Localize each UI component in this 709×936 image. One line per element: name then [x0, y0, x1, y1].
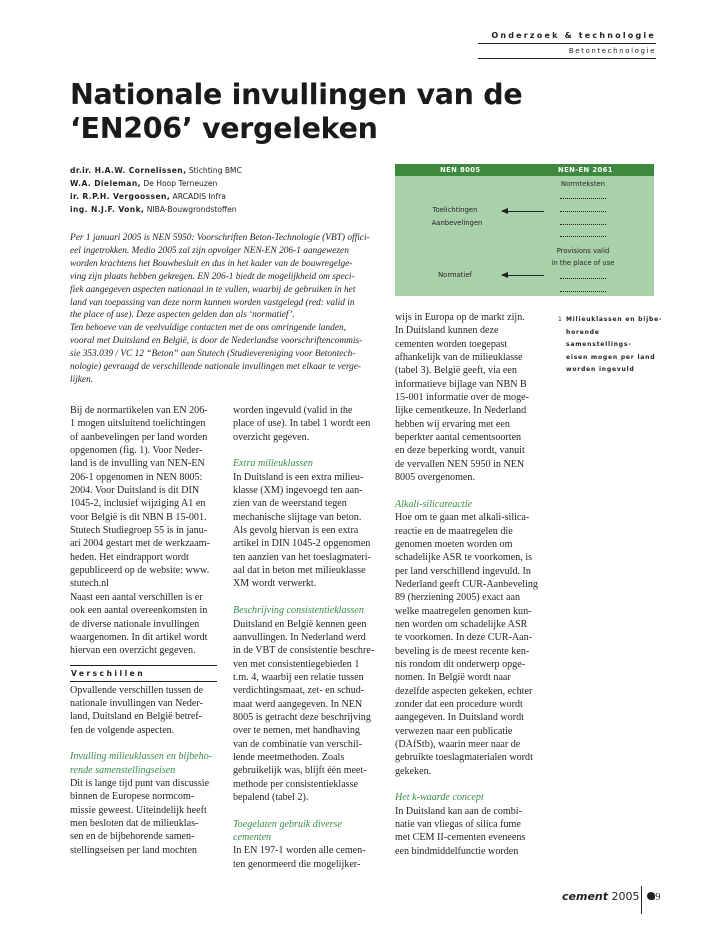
magazine-year: 2005	[611, 890, 640, 903]
text-line: nen worden om schadelijke ASR	[395, 618, 528, 630]
text-line: bepalend (tabel 2).	[233, 791, 309, 803]
text-line: methode per consistentieklasse	[233, 778, 359, 790]
text-line: 2004. Voor Duitsland is dit DIN	[70, 485, 200, 497]
running-header	[478, 31, 656, 59]
figure-normatief: Normatief	[438, 271, 472, 279]
intro-line: eel ingetrokken. Medio 2005 zal zijn opvolger NEN-EN 206-1 aangewezen	[70, 245, 349, 256]
paragraph	[233, 844, 381, 871]
intro-line: land van toepassing van deze norm kunnen worden vastgelegd (red: valid in	[70, 297, 355, 308]
text-line: per land verschillend ingevuld. In	[395, 565, 531, 577]
title-line-1: Nationale invullingen van de	[70, 78, 523, 111]
intro-line: nologie) gevraagd de verschillende nationale invullingen met elkaar te verge-	[70, 362, 362, 373]
text-line: afhankelijk van de milieuklasse	[395, 352, 523, 364]
paragraph	[70, 777, 217, 857]
text-line: lende meetmethoden. Zoals	[233, 751, 345, 763]
text-line: heden. Het eindrapport wordt	[70, 551, 189, 563]
subheading: Alkali-silicareactie	[395, 498, 472, 510]
text-line: worden ingevuld (valid in the	[233, 405, 353, 416]
text-line: de vervallen NEN 5950 in NEN	[395, 458, 525, 470]
article-intro	[70, 232, 380, 387]
text-line: missie geweest. Uiteindelijk heeft	[70, 804, 207, 816]
article-title	[70, 78, 550, 146]
text-line: lijke cementkeuze. In Nederland	[395, 405, 527, 417]
author-org: De Hoop Terneuzen	[143, 179, 218, 188]
text-line: stutech.nl	[70, 578, 109, 590]
text-line: stellingseisen per land mochten	[70, 844, 197, 856]
page-number-wrap	[646, 890, 661, 905]
subheading: Beschrijving consistentieklassen	[233, 605, 364, 617]
magazine-name: cement	[562, 890, 608, 903]
caption-line: eisen mogen per land	[566, 353, 656, 361]
text-line: rende samenstellingseisen	[70, 764, 176, 776]
text-line: (DAfStb), waarin meer naar de	[395, 739, 521, 750]
caption-line: worden ingevuld	[566, 366, 635, 373]
text-line: verwezen naar een publicatie	[395, 725, 513, 737]
intro-line: lijken.	[70, 374, 94, 385]
section-label: Onderzoek & technologie	[478, 31, 656, 44]
subheading	[70, 750, 217, 777]
author-name: W.A. Dieleman,	[70, 179, 141, 188]
text-line: ook een aantal overeenkomsten in	[70, 605, 208, 617]
figure-caption	[558, 314, 668, 377]
intro-line: ving zijn plaats hebben gekregen. EN 206-1 biedt de mogelijkheid om speci-	[70, 271, 355, 282]
text-line: 8005 overgenomen.	[395, 472, 475, 484]
subheading: Extra milieuklassen	[233, 458, 313, 470]
text-line: gekeken.	[395, 765, 432, 777]
text-line: in de VBT de consistentie beschre-	[233, 645, 375, 657]
paragraph	[395, 805, 541, 858]
text-line: maat werd aangegeven. In NEN	[233, 698, 363, 710]
text-line: mechanische slijtage van beton.	[233, 511, 362, 523]
caption-text	[558, 314, 668, 377]
text-line: 15-001 informatie over de moge-	[395, 392, 529, 404]
text-line: Dit is lange tijd punt van discussie	[70, 777, 210, 789]
text-line: met CEM II-cementen eveneens	[395, 832, 526, 844]
text-line: ari 2004 gestart met de werkzaam-	[70, 538, 210, 550]
text-line: klasse (XM) ingevoegd ten aan-	[233, 485, 363, 497]
text-line: aanvullingen. In Nederland werd	[233, 631, 366, 643]
figure-dotline	[560, 211, 606, 212]
figure-col-nen-en: NEN-EN 2061	[558, 166, 613, 174]
text-line: de diverse nationale invullingen	[70, 618, 200, 630]
text-line: ten aanzien van het toeslagmateri-	[233, 551, 371, 563]
text-line: place of use). In tabel 1 wordt een	[233, 418, 371, 430]
figure-dotline	[560, 236, 606, 237]
text-line: t.m. 4, waarbij een relatie tussen	[233, 671, 364, 683]
text-line: sen en de bijbehorende samen-	[70, 831, 195, 843]
intro-line: Per 1 januari 2005 is NEN 5950: Voorschriften Beton-Technologie (VBT) offici-	[70, 233, 370, 243]
text-line: land, Duitsland en België betref-	[70, 711, 203, 723]
text-line: natie van vliegas of silica fume	[395, 819, 521, 831]
subsection-label: Betontechnologie	[478, 44, 656, 59]
text-line: genomen moeten worden om	[395, 538, 513, 550]
text-line: Bij de normartikelen van EN 206-	[70, 405, 208, 416]
author-item	[70, 190, 390, 203]
paragraph	[233, 404, 381, 444]
text-line: In EN 197-1 worden alle cemen-	[233, 845, 366, 857]
text-line: te voorkomen. In deze CUR-Aan-	[395, 632, 533, 644]
caption-line: horende samenstellings-	[566, 328, 632, 348]
paragraph	[395, 511, 541, 778]
text-line: nis rondom dit onderwerp opge-	[395, 658, 526, 670]
author-org: ARCADIS Infra	[172, 192, 226, 201]
text-line: van de combinatie van verschil-	[233, 738, 362, 750]
text-line: reactie en de maatregelen die	[395, 525, 513, 537]
text-line: of aanbevelingen per land worden	[70, 431, 208, 443]
subheading: Toegelaten gebruik diverse cementen	[233, 818, 342, 843]
text-line: 1 mogen uitsluitend toelichtingen	[70, 418, 206, 430]
paragraph	[70, 684, 217, 737]
author-name: dr.ir. H.A.W. Cornelissen,	[70, 166, 187, 175]
text-line: overzicht gegeven.	[233, 431, 310, 443]
text-line: over te nemen, met handhaving	[233, 725, 360, 737]
intro-line: worden krachtens het Bouwbesluit en dus in het kader van de bouwregelge-	[70, 258, 353, 269]
caption-line: Milieuklassen en bijbe-	[566, 316, 663, 323]
paragraph	[233, 471, 381, 591]
text-line: fen de volgende aspecten.	[70, 724, 175, 736]
text-line: Als gevolg hiervan is een extra	[233, 525, 359, 537]
text-line: (tabel 3). België geeft, via een	[395, 365, 517, 377]
text-line: Nederland geeft CUR-Aanbeveling	[395, 578, 538, 590]
intro-line: Ten behoeve van de veelvuldige contacten met de ons omringende landen,	[70, 323, 346, 334]
text-line: Duitsland en België kennen geen	[233, 618, 367, 630]
text-line: land is de invulling van NEN-EN	[70, 458, 205, 470]
text-line: cementen worden toegepast	[395, 338, 508, 350]
text-line: gepubliceerd op de website: www.	[70, 565, 210, 577]
author-item	[70, 203, 390, 216]
intro-line: sie 353.039 / VC 12 “Beton” aan Stutech (Studievereniging voor Betontech-	[70, 349, 356, 360]
caption-number: 1	[558, 316, 563, 323]
text-line: ven met consistentiegebieden 1	[233, 658, 360, 670]
text-line: In Duitsland is een extra milieu-	[233, 471, 364, 483]
author-item	[70, 177, 390, 190]
footer-divider	[641, 886, 642, 914]
body-column-2	[233, 404, 381, 871]
figure-dotline	[560, 278, 606, 279]
figure-header	[395, 164, 654, 176]
text-line: schadelijke ASR te voorkomen, is	[395, 552, 533, 564]
text-line: een bindmiddelfunctie worden	[395, 845, 519, 857]
text-line: artikel in DIN 1045-2 opgenomen	[233, 538, 371, 550]
paragraph	[70, 404, 217, 658]
page-footer	[562, 890, 658, 904]
author-org: NIBA-Bouwgrondstoffen	[146, 205, 237, 214]
text-line: Opvallende verschillen tussen de	[70, 684, 204, 696]
text-line: hebben wij ervaring met een	[395, 418, 510, 430]
figure-1-diagram	[395, 164, 654, 296]
text-line: Invulling milieuklassen en bijbeho-	[70, 751, 213, 763]
section-heading: Verschillen	[70, 665, 217, 682]
figure-dotline	[560, 291, 606, 292]
author-org: Stichting BMC	[188, 166, 242, 175]
body-column-1	[70, 404, 217, 857]
figure-dotline	[560, 198, 606, 199]
text-line: en deze beperking wordt, vanuit	[395, 445, 525, 457]
figure-dotline	[560, 224, 606, 225]
subheading: Het k-waarde concept	[395, 792, 484, 804]
text-line: beveling is de meest recente ken-	[395, 645, 530, 657]
text-line: nomen. In België wordt naar	[395, 672, 511, 684]
text-line: welke maatregelen genomen kun-	[395, 605, 532, 617]
text-line: informatieve bijlage van NBN B	[395, 378, 527, 390]
text-line: gebruikelijk was, blijft één meet-	[233, 765, 367, 777]
text-line: 8005 is getracht deze beschrijving	[233, 711, 371, 723]
intro-line: vooral met Duitsland en België, is door de Nederlandse voorschriftencommis-	[70, 336, 363, 347]
text-line: In Duitsland kan aan de combi-	[395, 805, 522, 817]
author-item	[70, 164, 390, 177]
text-line: zien van de weerstand tegen	[233, 498, 347, 510]
arrow-left-icon	[502, 211, 544, 212]
text-line: zonder dat een procedure wordt	[395, 698, 523, 710]
figure-normteksten: Normteksten	[560, 180, 606, 188]
page-number: 69	[650, 892, 661, 903]
text-line: 1045-2, inclusief wijziging A1 en	[70, 498, 206, 510]
text-line: voor België is dit NBN B 15-001.	[70, 511, 207, 523]
text-line: wijs in Europa op de markt zijn.	[395, 312, 525, 323]
figure-provisions-2: in the place of use	[551, 259, 615, 267]
text-line: waargenomen. In dit artikel wordt	[70, 631, 208, 643]
text-line: 206-1 opgenomen in NEN 8005:	[70, 471, 203, 483]
figure-provisions-1: Provisions valid	[556, 247, 610, 255]
author-name: ing. N.J.F. Vonk,	[70, 205, 145, 214]
text-line: Stutech Studiegroep 55 is in janu-	[70, 525, 208, 537]
paragraph	[233, 618, 381, 805]
text-line: hiervan een overzicht gegeven.	[70, 645, 196, 657]
arrow-left-icon	[502, 275, 544, 276]
text-line: In Duitsland kunnen deze	[395, 325, 499, 337]
text-line: 89 (herziening 2005) exact aan	[395, 592, 520, 604]
paragraph	[395, 311, 541, 484]
author-name: ir. R.P.H. Vergoossen,	[70, 192, 171, 201]
text-line: beperkter aantal cementsoorten	[395, 432, 522, 444]
text-line: Naast een aantal verschillen is er	[70, 591, 203, 603]
text-line: aangegeven. In Duitsland wordt	[395, 712, 524, 724]
text-line: opgenomen (fig. 1). Voor Neder-	[70, 445, 203, 457]
body-column-3	[395, 311, 541, 858]
text-line: binnen de Europese normcom-	[70, 791, 195, 803]
text-line: verdichtingsmaat, zet- en schud-	[233, 685, 365, 697]
text-line: dezelfde aspecten gekeken, echter	[395, 685, 533, 697]
intro-line: fiek aangegeven aspecten nationaal in te vullen, waarbij de gebruiken in het	[70, 284, 356, 295]
title-line-2: ‘EN206’ vergeleken	[70, 112, 378, 145]
figure-col-nen8005: NEN 8005	[440, 166, 481, 174]
text-line: nationale invullingen van Neder-	[70, 697, 203, 709]
text-line: XM wordt verwerkt.	[233, 578, 317, 590]
figure-toelichtingen: Toelichtingen	[432, 206, 478, 214]
text-line: men besloten dat de milieuklas-	[70, 817, 199, 829]
text-line: aal dat in beton met milieuklasse	[233, 565, 366, 577]
text-line: Hoe om te gaan met alkali-silica-	[395, 512, 530, 524]
figure-aanbevelingen: Aanbevelingen	[431, 219, 483, 227]
text-line: ten genormeerd die mogelijker-	[233, 858, 361, 870]
text-line: gebruikte toeslagmaterialen wordt	[395, 752, 533, 764]
author-list	[70, 164, 390, 216]
intro-line: the place of use). Deze aspecten gelden dan als ‘normatief’.	[70, 310, 295, 321]
